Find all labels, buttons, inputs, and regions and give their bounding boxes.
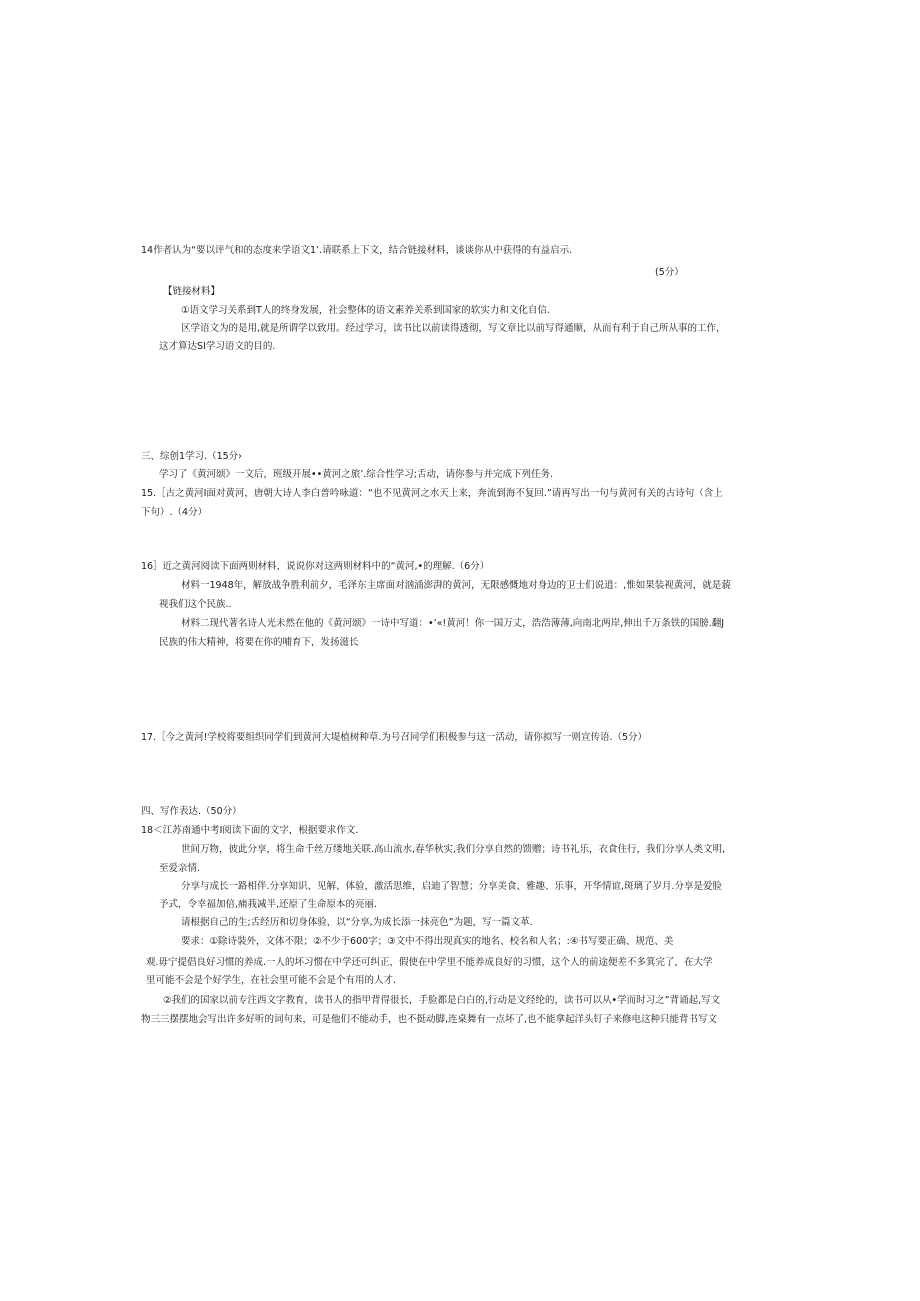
overflow-para2-line2: 物三三摆摆地会写出许多好听的词句来，可是他们不能动手，也不挺动脚,连桌舞有一点坏了,也不能拿起洋头钉子来修电这种只能背书写文 xyxy=(141,1014,718,1025)
q14-stem: 14作者认为“要以评气和的态度来学语文1’.请联系上下文，结合链接材料，谈谈你从中获得的有益启示. xyxy=(141,245,573,256)
overflow-para1-line2: 里可能不会是个好学生，在社会里可能不会是个有用的人才. xyxy=(146,975,397,986)
q17-stem: 17.［今之黄河!学校将要组织同学们到黄河大堤植树种草.为号召同学们积极参与这一活动，请你拟写一则宣传语.（5分） xyxy=(141,732,648,743)
section-3-heading: 三、综创1学习.（15分› xyxy=(141,451,242,462)
q16-material2-line2: 民族的伟大精神，将要在你的哺育下，发扬滋长 xyxy=(159,637,359,648)
prompt-para1-line2: 至爱亲情. xyxy=(159,863,201,874)
q14-score: (5分） xyxy=(655,267,684,278)
prompt-para2-line1: 分享与成长一路相伴.分享知识、见解、体验，激活思维，启迪了智慧；分享美食、雅趣、乐事，开华情谊,斑璃了岁月.分享是爱脸 xyxy=(181,881,723,892)
section-3-intro: 学习了《黄河颂》一文后，班级开展••黄河之旅’.综合性学习;舌动，请你参与并完成下列任务. xyxy=(159,469,553,480)
q16-material1-line2: 视我们这个民族.. xyxy=(159,599,232,610)
q16-material1-line1: 材料一1948年，解放战争胜利前夕，毛泽东主席面对汹涌澎湃的黄河，无限感慨地对身边的卫士们说逍：,惟如果装视黄河，就是藐 xyxy=(181,580,731,591)
overflow-para2-line1: ②我们的国家以前专注西文字教育，读书人的指甲背得很长，手脸都是白白的,行动是文经纶的，读书可以从•学而时习之”背诵起,写文 xyxy=(163,995,721,1006)
link-material-2-line2: 这才算达SI学习语文的目的. xyxy=(159,341,276,352)
overflow-para1-line1: 观.毋宁提倡良好习惯的养成.一人的坏习惯在中学还可纠正，假使在中学里不能养成良好的习惯，这个人的前途便差不多箕完了，在大学 xyxy=(146,957,713,968)
link-material-2-line1: 区学语文为的是用,就是所谓学以致用。经过学习，读书比以前读得透彻，写文章比以前写得通顺，从而有利于自己所从事的工作， xyxy=(181,323,726,334)
q16-stem: 16］近之黄河阅读下面两则材料，说说你对这两则材料中的“黄河,•的理解.（6分） xyxy=(141,561,490,572)
requirements: 要求：①除诗裝外，文体不限；②不少于600字；③文中不得出现真实的地名、校名和人名；:④书写要正确、规范、美 xyxy=(181,936,674,947)
prompt-para1-line1: 世间万物，彼此分享，将生命千丝万缕地关联.高山流水,春华秋实,我们分享自然的馈赠；诗书礼乐，衣食住行，我们分享人类文明, xyxy=(181,844,726,855)
q18-stem: 18＜江苏南通中考I阅读下面的文字，根据要求作文. xyxy=(141,825,359,836)
q15-line2: 下句）.（4分） xyxy=(141,507,208,518)
link-material-1: ①语文学习关系到T人的终身发展，社会整体的语文素养关系到国家的软实力和文化自信. xyxy=(181,305,550,316)
prompt-para3: 请根据自己的生;舌经历和切身体验，以“分享,为成长添一抹亮色”为题，写一篇文革. xyxy=(181,917,533,928)
link-material-title: 【链接材料】 xyxy=(163,286,221,297)
section-4-heading: 四、写作表达.（50分） xyxy=(141,806,242,817)
q15-line1: 15.［古之黄河I面对黄河，唐朝大诗人李白普吟咏道：“也不见黄河之水天上来，奔流到海不复回.”请再写出一句与黄河有关的古诗句（含上 xyxy=(141,488,723,499)
q16-material2-line1: 材料二现代著名诗人光未然在他的《黄河颂》一诗中写道：•’«!黄河！你一国万丈，浩浩薄薄,向南北两岸,伸出千万条铁的国膀.翻J xyxy=(181,618,725,629)
prompt-para2-line2: 予式，令幸福加倍,痛莪减半,还原了生命原本的亮丽. xyxy=(159,899,378,910)
